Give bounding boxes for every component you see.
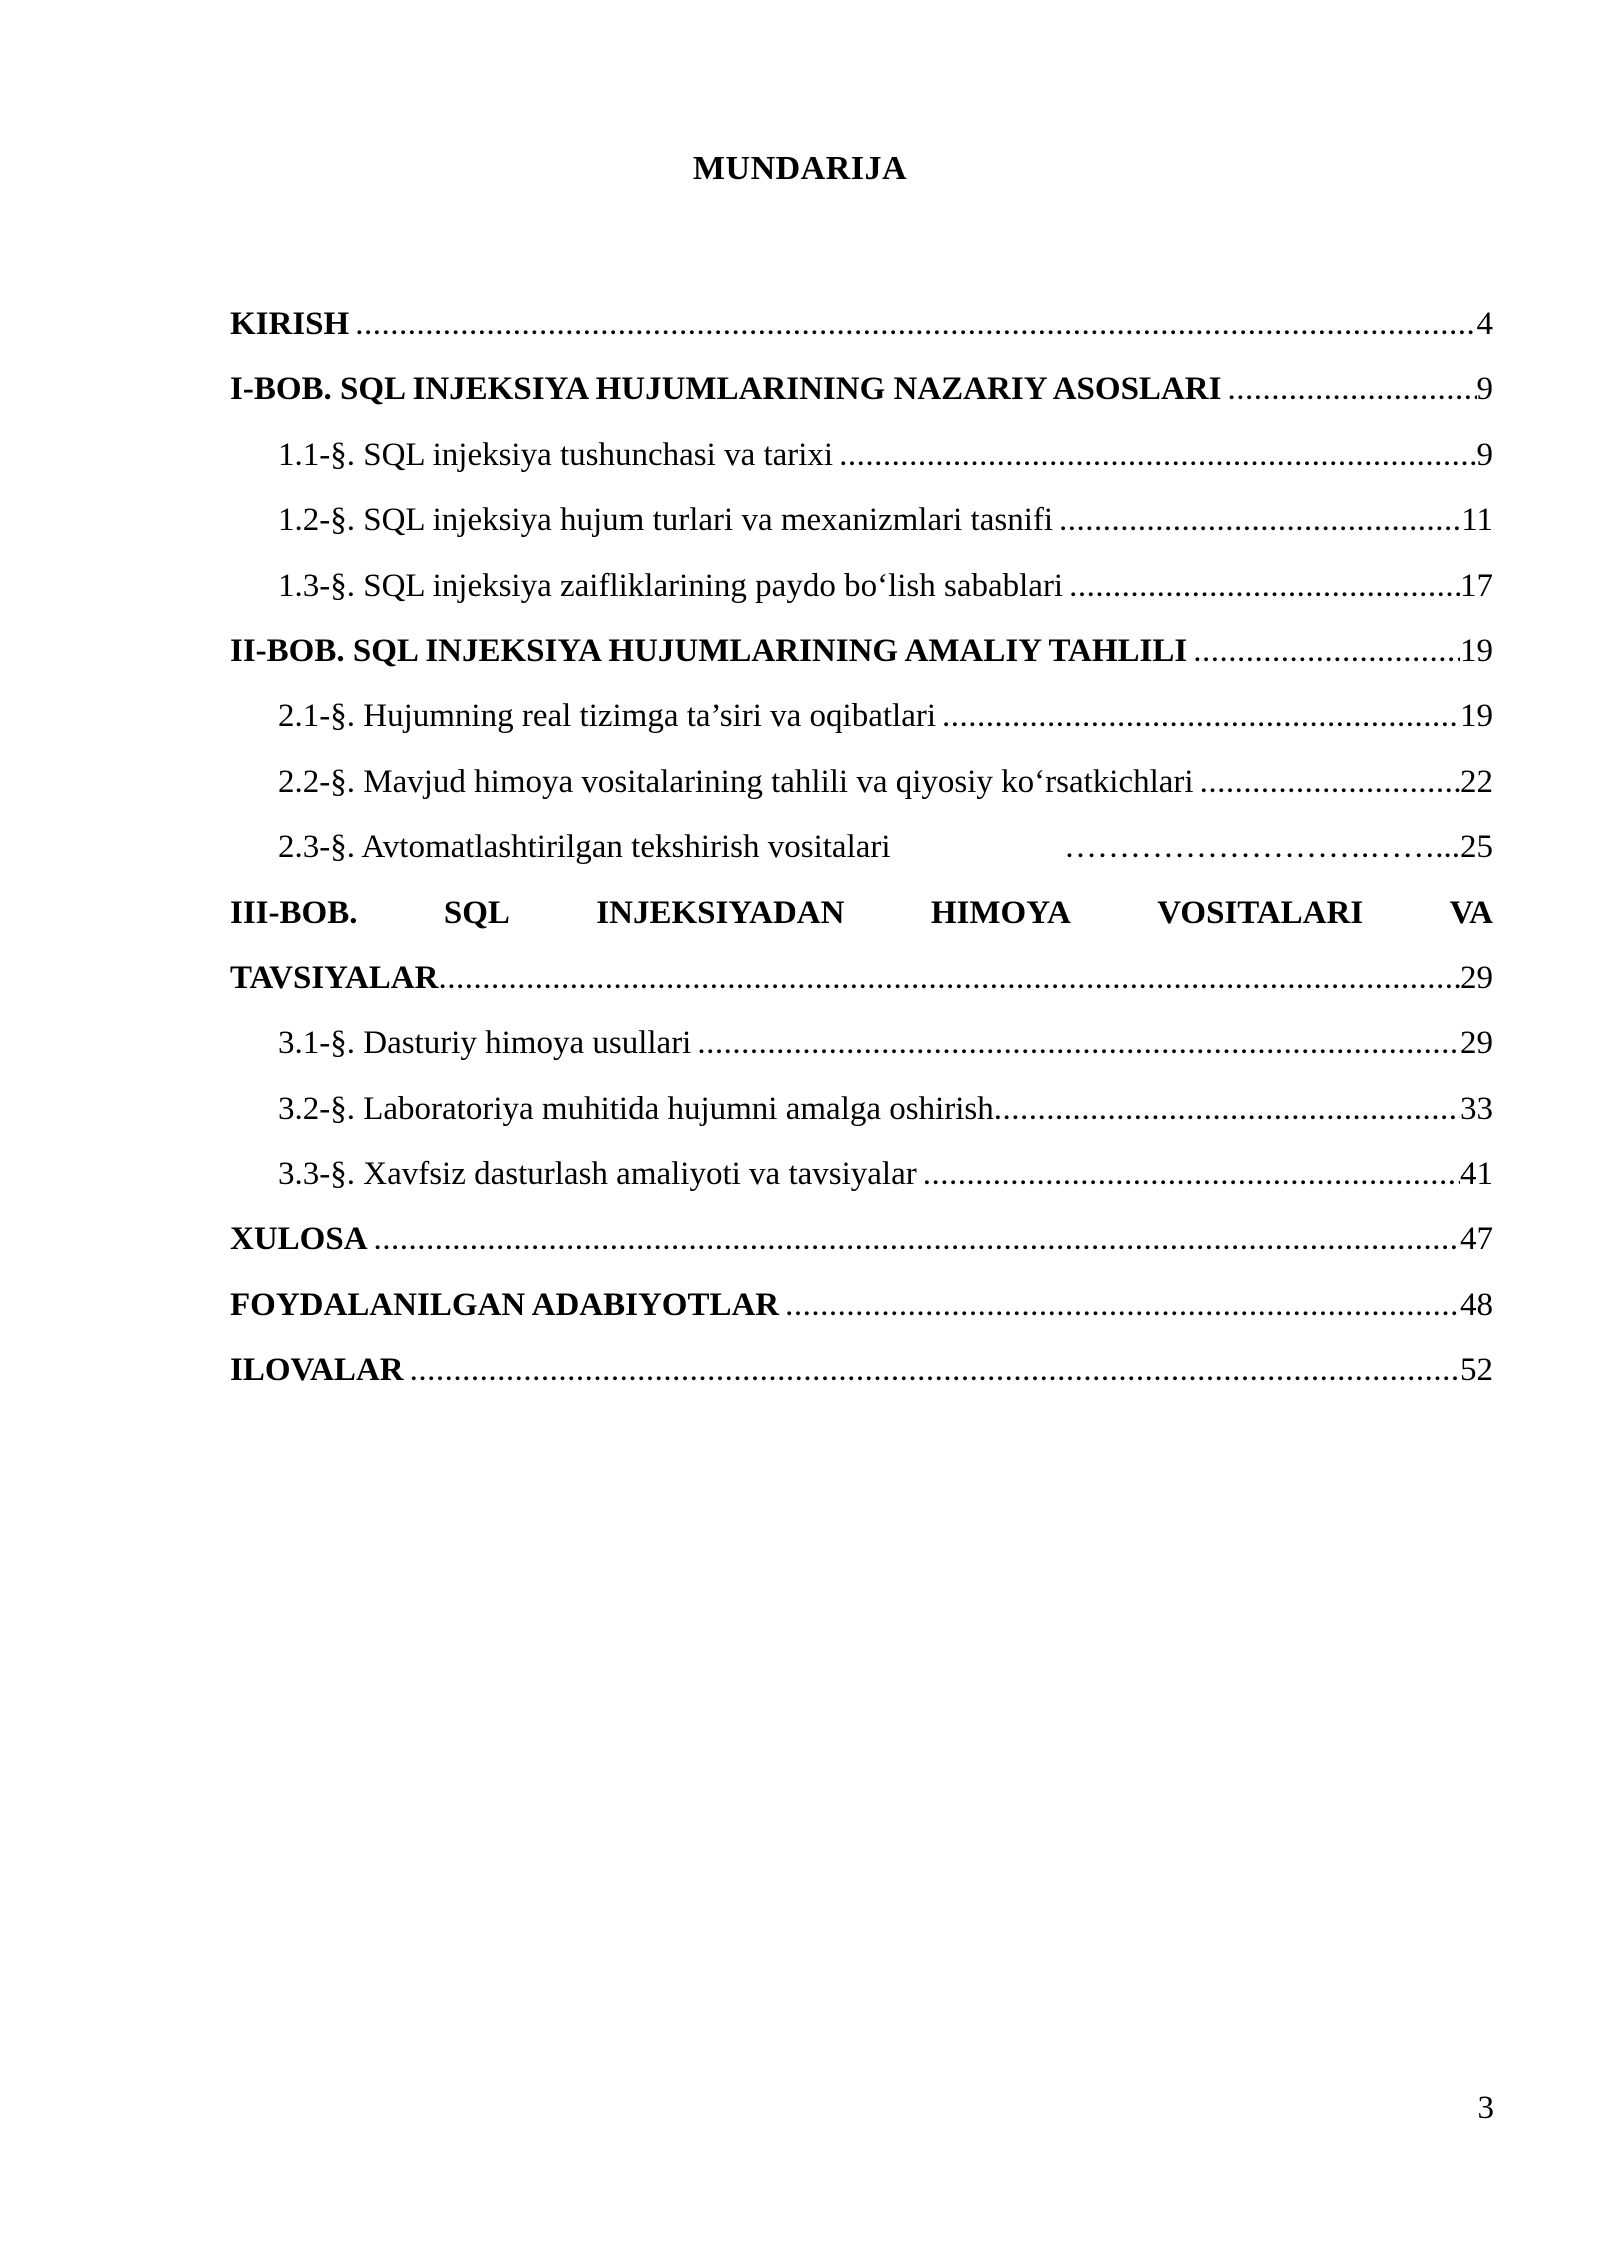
toc-entry-chapter-3-continued[interactable] [230, 946, 1493, 1011]
toc-entry-foydalanilgan-adabiyotlar[interactable] [230, 1273, 1493, 1338]
toc-entry-page: 9 [1476, 371, 1493, 408]
toc-entry-chapter-3[interactable] [230, 881, 1493, 946]
toc-dot-leader [1059, 488, 1461, 553]
toc-entry-page: 52 [1460, 1352, 1493, 1389]
toc-entry-chapter-2[interactable] [230, 619, 1493, 684]
toc-dot-leader [1069, 554, 1460, 619]
toc-entry-label: ILOVALAR [230, 1352, 404, 1389]
toc-dot-leader [839, 423, 1476, 488]
toc-entry-page: 9 [1476, 436, 1493, 473]
toc-chapter-3-word: VA [1449, 894, 1493, 931]
page-number: 3 [1477, 2090, 1494, 2126]
toc-entry-label: TAVSIYALAR [230, 959, 439, 996]
toc-entry-section-1-3[interactable] [230, 554, 1493, 619]
toc-entry-page: 29 [1460, 1025, 1493, 1062]
toc-entry-label: 2.1-§. Hujumning real tizimga ta’siri va oqibatlari [278, 698, 937, 735]
toc-entry-label: 1.3-§. SQL injeksiya zaifliklarining paydo bo‘lish sabablari [278, 567, 1064, 604]
toc-chapter-3-word: HIMOYA [930, 894, 1071, 931]
toc-entry-page: 4 [1476, 306, 1493, 342]
toc-entry-label: FOYDALANILGAN ADABIYOTLAR [230, 1286, 780, 1323]
toc-entry-page: 25 [1460, 829, 1493, 866]
toc-entry-page: 22 [1460, 763, 1493, 800]
toc-entry-label: 3.1-§. Dasturiy himoya usullari [278, 1025, 692, 1062]
toc-dot-leader [785, 1273, 1460, 1338]
toc-entry-section-2-1[interactable] [230, 684, 1493, 749]
toc-entry-kirish[interactable] [230, 292, 1493, 357]
toc-dot-leader [942, 684, 1460, 749]
toc-entry-label: 1.2-§. SQL injeksiya hujum turlari va mexanizmlari tasnifi [278, 502, 1054, 539]
toc-entry-page: 33 [1460, 1090, 1493, 1127]
toc-dot-leader [374, 1207, 1460, 1272]
toc-entry-label: 2.2-§. Mavjud himoya vositalarining tahlili va qiyosiy ko‘rsatkichlari [278, 763, 1194, 800]
page-title: MUNDARIJA [692, 150, 908, 187]
toc-entry-label: 2.3-§. Avtomatlashtirilgan tekshirish vositalari [278, 829, 891, 866]
toc-entry-page: 19 [1460, 632, 1493, 669]
toc-dot-leader [355, 292, 1476, 357]
toc-chapter-3-word: INJEKSIYADAN [596, 894, 845, 931]
toc-entry-page: 11 [1461, 502, 1493, 539]
toc-entry-section-3-1[interactable] [230, 1011, 1493, 1076]
toc-chapter-3-word: VOSITALARI [1157, 894, 1364, 931]
toc-entry-section-1-1[interactable] [230, 423, 1493, 488]
toc-dot-leader [923, 1142, 1460, 1207]
toc-entry-page: 29 [1460, 959, 1493, 996]
toc-entry-page: 47 [1460, 1221, 1493, 1258]
toc-entry-label: KIRISH [230, 306, 350, 342]
toc-entry-section-2-3[interactable] [230, 815, 1493, 880]
toc-entry-label: 1.1-§. SQL injeksiya tushunchasi va tarixi [278, 436, 834, 473]
toc-entry-section-1-2[interactable] [230, 488, 1493, 553]
toc-chapter-3-word: III-BOB. [230, 894, 358, 931]
toc-dot-leader [438, 946, 1460, 1011]
toc-dot-leader [1193, 619, 1460, 684]
toc-dot-leader [410, 1338, 1460, 1403]
toc-entry-page: 41 [1460, 1156, 1493, 1193]
toc-chapter-3-word: SQL [443, 894, 510, 931]
toc-entry-section-2-2[interactable] [230, 750, 1493, 815]
table-of-contents [230, 292, 1493, 1404]
toc-entry-chapter-1[interactable] [230, 357, 1493, 422]
toc-entry-page: 48 [1460, 1286, 1493, 1323]
toc-entry-label: 3.3-§. Xavfsiz dasturlash amaliyoti va tavsiyalar [278, 1156, 917, 1193]
toc-entry-page: 17 [1460, 567, 1493, 604]
toc-dot-leader [1200, 750, 1460, 815]
toc-dot-leader [697, 1011, 1460, 1076]
toc-entry-label: XULOSA [230, 1221, 368, 1258]
toc-entry-label: I-BOB. SQL INJEKSIYA HUJUMLARINING NAZARIY ASOSLARI [230, 371, 1222, 408]
toc-entry-label: II-BOB. SQL INJEKSIYA HUJUMLARINING AMALIY TAHLILI [230, 632, 1188, 669]
toc-entry-xulosa[interactable] [230, 1207, 1493, 1272]
toc-dot-leader [1227, 357, 1476, 422]
toc-entry-section-3-3[interactable] [230, 1142, 1493, 1207]
toc-entry-section-3-2[interactable] [230, 1077, 1493, 1142]
toc-entry-page: 19 [1460, 698, 1493, 735]
toc-ellipsis-leader: ……………………….……... [1064, 829, 1460, 866]
toc-entry-label: 3.2-§. Laboratoriya muhitida hujumni amalga oshirish [278, 1090, 994, 1127]
toc-entry-ilovalar[interactable] [230, 1338, 1493, 1403]
toc-dot-leader [994, 1077, 1460, 1142]
